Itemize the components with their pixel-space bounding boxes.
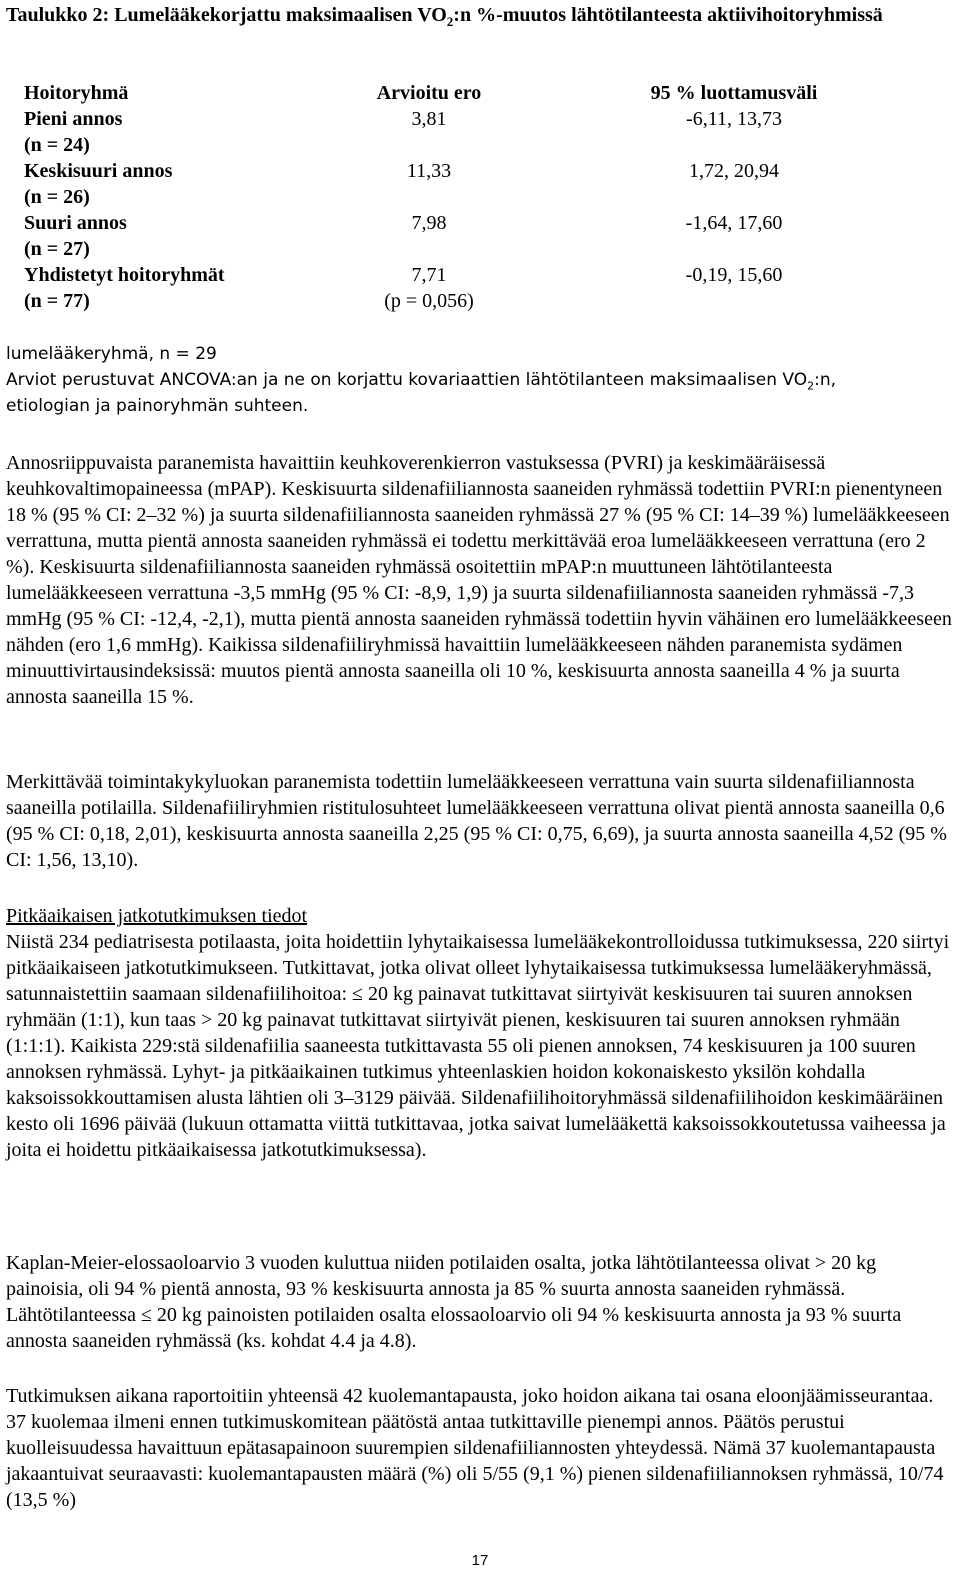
ci-cell: 1,72, 20,94 bbox=[689, 160, 779, 182]
table-row bbox=[24, 158, 934, 210]
estimate-p-value: (p = 0,056) bbox=[384, 290, 474, 312]
footnote-ancova bbox=[6, 367, 950, 393]
paragraph-functional-class: Merkittävää toimintakykyluokan paranemista todettiin lumelääkkeeseen verrattuna vain suurta sildenafiiliannosta saaneilla potilailla. Sildenafiiliryhmien ristitulosuhteet lumelääkkeeseen verrattuna olivat pientä annosta saaneilla 0,6 (95 % CI: 0,18, 2,01), keskisuurta annosta saaneilla 2,25 (95 % CI: 0,75, 6,69), ja suurta annosta saaneilla 4,52 (95 % CI: 1,56, 13,10). bbox=[6, 771, 947, 871]
table-header-row bbox=[24, 80, 934, 106]
header-ci: 95 % luottamusväli bbox=[650, 82, 818, 104]
group-n: (n = 27) bbox=[24, 238, 90, 260]
ci-cell: -6,11, 13,73 bbox=[686, 108, 782, 130]
estimate-cell: 7,71 bbox=[411, 264, 447, 286]
table-row bbox=[24, 262, 934, 314]
header-estimate: Arvioitu ero bbox=[376, 82, 482, 104]
paragraph-deaths: Tutkimuksen aikana raportoitiin yhteensä 42 kuolemantapausta, joko hoidon aikana tai osana eloonjäämisseurantaa. 37 kuolemaa ilmeni ennen tutkimuskomitean päätöstä antaa tutkittaville pienempi annos. Päätös perustui kuolleisuudessa havaittuun epätasapainoon suurempien sildenafiiliannosten yhteydessä. Nämä 37 kuolemantapausta jakaantuivat seuraavasti: kuolemantapausten määrä (%) oli 5/55 (9,1 %) pienen sildenafiiliannoksen ryhmässä, 10/74 (13,5 %) bbox=[6, 1385, 944, 1511]
ci-cell: -1,64, 17,60 bbox=[685, 212, 783, 234]
ci-cell: -0,19, 15,60 bbox=[685, 264, 783, 286]
estimate-cell: 11,33 bbox=[406, 160, 452, 182]
footnote-ancova-text: Arviot perustuvat ANCOVA:an ja ne on korjattu kovariaattien lähtötilanteen maksimaalisen VO bbox=[6, 370, 808, 390]
footnote-placebo-group: lumelääkeryhmä, n = 29 bbox=[6, 344, 217, 364]
section-heading: Pitkäaikaisen jatkotutkimuksen tiedot bbox=[6, 905, 308, 927]
results-table bbox=[24, 80, 934, 314]
group-name: Suuri annos bbox=[24, 212, 127, 234]
group-name: Pieni annos bbox=[24, 108, 123, 130]
paragraph-survival: Kaplan-Meier-elossaoloarvio 3 vuoden kuluttua niiden potilaiden osalta, jotka lähtötilanteessa olivat > 20 kg painoisia, oli 94 % pientä annosta, 93 % keskisuurta annosta ja 85 % suurta annosta saaneiden ryhmässä. Lähtötilanteessa ≤ 20 kg painoisten potilaiden osalta elossaoloarvio oli 94 % keskisuurta annosta ja 93 % suurta annosta saaneiden ryhmässä (ks. kohdat 4.4 ja 4.8). bbox=[6, 1252, 902, 1352]
table-row bbox=[24, 210, 934, 262]
group-name: Yhdistetyt hoitoryhmät bbox=[24, 264, 225, 286]
estimate-cell: 3,81 bbox=[411, 108, 447, 130]
paragraph-pvri: Annosriippuvaista paranemista havaittiin keuhkoverenkierron vastuksessa (PVRI) ja keskimääräisessä keuhkovaltimopaineessa (mPAP). Keskisuurta sildenafiiliannosta saaneiden ryhmässä todettiin PVRI:n pienentyneen 18 % (95 % CI: 2–32 %) ja suurta sildenafiiliannosta saaneiden ryhmässä 27 % (95 % CI: 14–39 %) lumelääkkeeseen verrattuna, mutta pientä annosta saaneiden ryhmässä ei todettu merkittävää eroa lumelääkkeeseen verrattuna (ero 2 %). Keskisuurta sildenafiiliannosta saaneiden ryhmässä osoitettiin mPAP:n muuttuneen lähtötilanteesta lumelääkkeeseen verrattuna -3,5 mmHg (95 % CI: -8,9, 1,9) ja suurta sildenafiiliannosta saaneiden ryhmässä -7,3 mmHg (95 % CI: -12,4, -2,1), mutta pientä annosta saaneiden ryhmässä todettiin hyvin vähäinen ero lumelääkkeeseen nähden (ero 1,6 mmHg). Kaikissa sildenafiiliryhmissä havaittiin lumelääkkeeseen nähden paranemista sydämen minuuttivirtausindeksissä: muutos pientä annosta saaneilla oli 10 %, keskisuurta annosta saaneilla 4 % ja suurta annosta saaneilla 15 %. bbox=[6, 452, 952, 708]
table-caption bbox=[6, 2, 946, 28]
header-group: Hoitoryhmä bbox=[24, 82, 129, 104]
caption-text-end: :n %-muutos lähtötilanteesta aktiivihoitoryhmissä bbox=[453, 4, 883, 26]
footnote-ancova-end: :n, bbox=[814, 370, 837, 390]
paragraph-long-term: Niistä 234 pediatrisesta potilaasta, joita hoidettiin lyhytaikaisessa lumelääkekontrolloidussa tutkimuksessa, 220 siirtyi pitkäaikaiseen jatkotutkimukseen. Tutkittavat, jotka olivat olleet lyhytaikaisessa tutkimuksessa lumelääkeryhmässä, satunnaistettiin saamaan sildenafiilihoitoa: ≤ 20 kg painavat tutkittavat siirtyivät keskisuuren tai suuren annoksen ryhmään (1:1), kun taas > 20 kg painavat tutkittavat siirtyivät pienen, keskisuuren tai suuren annoksen ryhmään (1:1:1). Kaikista 229:stä sildenafiilia saaneesta tutkittavasta 55 oli pienen annoksen, 74 keskisuuren ja 100 suuren annoksen ryhmässä. Lyhyt- ja pitkäaikainen tutkimus yhteenlaskien hoidon kokonaiskesto yksilön kohdalla kaksoissokkouttamisen alusta lähtien oli 3–3129 päivää. Sildenafiilihoitoryhmässä sildenafiilihoidon keskimääräinen kesto oli 1696 päivää (lukuun ottamatta viittä tutkittavaa, jotka saivat lumelääkettä kaksoissokkoutetussa vaiheessa ja joita ei hoidettu pitkäaikaisessa jatkotutkimuksessa). bbox=[6, 931, 950, 1161]
group-n: (n = 26) bbox=[24, 186, 90, 208]
caption-text: Taulukko 2: Lumelääkekorjattu maksimaalisen VO bbox=[6, 4, 447, 26]
group-n: (n = 24) bbox=[24, 134, 90, 156]
caption-subscript: 2 bbox=[446, 14, 454, 29]
footnote-etiology: etiologian ja painoryhmän suhteen. bbox=[6, 396, 309, 416]
group-name: Keskisuuri annos bbox=[24, 160, 173, 182]
footnote-subscript: 2 bbox=[807, 379, 815, 393]
page-number: 17 bbox=[471, 1552, 489, 1569]
table-footnotes bbox=[6, 341, 950, 419]
estimate-cell: 7,98 bbox=[411, 212, 447, 234]
group-n: (n = 77) bbox=[24, 290, 90, 312]
table-row bbox=[24, 106, 934, 158]
